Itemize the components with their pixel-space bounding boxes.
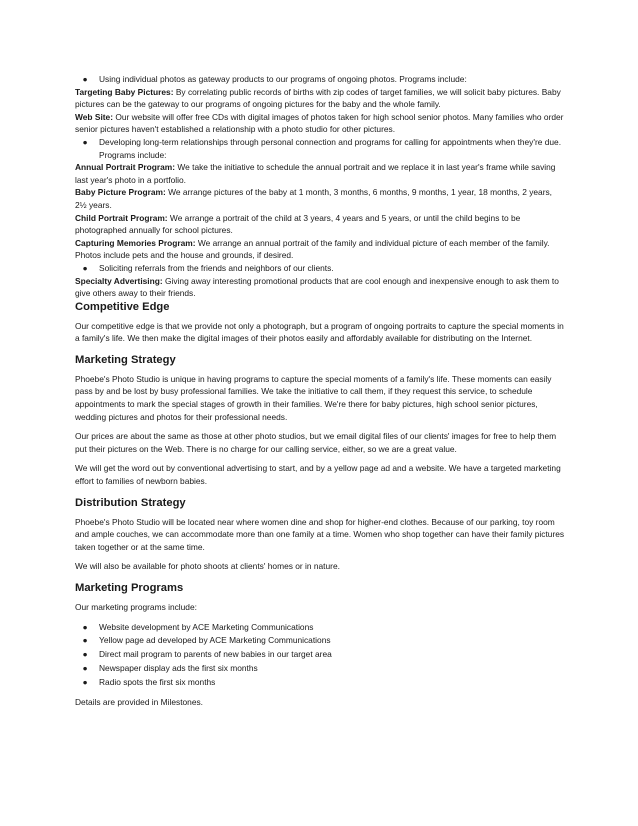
heading-marketing-strategy: Marketing Strategy: [75, 353, 176, 366]
paragraph-marketing-strategy-2: Our prices are about the same as those at other photo studios, but we email digital files of our clients' images for free to help them put their pictures on the Web. There is no charge for our calling service, either, so we are a great value.: [75, 431, 557, 454]
label-baby-picture: Baby Picture Program:: [75, 187, 166, 198]
paragraph-distribution-1: Phoebe's Photo Studio will be located near where women dine and shop for higher-end clothes. Because of our parking, toy room and ample couches, we can accommodate more than one family at a time. Women who shop together can have their family pictures taken together or at the same time.: [75, 516, 565, 552]
paragraph-targeting-baby: [75, 86, 565, 111]
bullet-icon: ●: [82, 262, 88, 273]
text-specialty-advertising: Giving away interesting promotional products that are cool enough and inexpensive enough to ask them to give others away to their friends.: [75, 275, 559, 299]
bullet-icon: ●: [82, 621, 88, 632]
list-item: [75, 676, 565, 690]
bullet-text: Using individual photos as gateway products to our programs of ongoing photos. Programs include:: [99, 74, 467, 84]
label-child-portrait: Child Portrait Program:: [75, 212, 168, 223]
label-annual-portrait: Annual Portrait Program:: [75, 162, 176, 173]
bullet-icon: ●: [82, 74, 88, 84]
bullet-text: Developing long-term relationships through personal connection and programs for calling for appointments when they're due. Programs include:: [99, 136, 562, 160]
bullet-item: [75, 262, 565, 275]
bullet-icon: ●: [82, 676, 88, 687]
paragraph-programs-footer: Details are provided in Milestones.: [75, 696, 204, 707]
text-capturing-memories: We arrange an annual portrait of the family and individual picture of each member of the family. Photos include pets and the house and grounds, if desired.: [75, 237, 550, 261]
paragraph-programs-intro: Our marketing programs include:: [75, 602, 197, 612]
list-item: [75, 634, 565, 648]
list-item-text: Website development by ACE Marketing Communications: [99, 621, 314, 632]
document-page: [75, 73, 565, 715]
list-item-text: Radio spots the first six months: [99, 676, 216, 687]
bullet-icon: ●: [82, 136, 88, 147]
text-targeting-baby: By correlating public records of births with zip codes of target families, we will solicit baby pictures. Baby pictures can be the gateway to our programs of ongoing pictures for the baby and the whole family.: [75, 86, 561, 110]
list-item: [75, 662, 565, 676]
paragraph-baby-picture: [75, 186, 565, 211]
bullet-icon: ●: [82, 649, 88, 660]
label-specialty-advertising: Specialty Advertising:: [75, 275, 163, 286]
text-baby-picture: We arrange pictures of the baby at 1 month, 3 months, 6 months, 9 months, 1 year, 18 months, 2 years, 2½ years.: [75, 187, 552, 210]
paragraph-web-site: [75, 111, 565, 136]
heading-marketing-programs: Marketing Programs: [75, 582, 184, 594]
paragraph-competitive-edge: Our competitive edge is that we provide not only a photograph, but a program of ongoing portraits to capture the special moments in a family's life. We then make the digital images of their photos easily and affordably available for distributing on the Internet.: [75, 320, 564, 344]
paragraph-marketing-strategy-3: We will get the word out by conventional advertising to start, and by a yellow page ad and a website. We have a targeted marketing effort to families of newborn babies.: [75, 463, 561, 487]
paragraph-distribution-2: We will also be available for photo shoots at clients' homes or in nature.: [75, 561, 340, 572]
paragraph-marketing-strategy-1: Phoebe's Photo Studio is unique in having programs to capture the special moments of a family's life. These moments can easily pass by and be lost by busy professional families. We take the initiative to call them, if they request this service, to schedule appointments to mark the special stages of growth in their families. We're there for baby pictures, high school senior pictures, wedding pictures and photos for their professional needs.: [75, 373, 552, 422]
paragraph-annual-portrait: [75, 161, 565, 186]
paragraph-child-portrait: [75, 212, 565, 237]
heading-competitive-edge: Competitive Edge: [75, 300, 170, 313]
marketing-programs-list: [75, 621, 565, 690]
paragraph-specialty-advertising: [75, 275, 565, 300]
paragraph-capturing-memories: [75, 237, 565, 262]
heading-distribution-strategy: Distribution Strategy: [75, 496, 186, 509]
bullet-item: [75, 136, 565, 161]
list-item: [75, 648, 565, 662]
list-item-text: Direct mail program to parents of new babies in our target area: [99, 649, 332, 660]
label-targeting-baby: Targeting Baby Pictures:: [75, 86, 174, 97]
label-web-site: Web Site:: [75, 111, 114, 122]
text-child-portrait: We arrange a portrait of the child at 3 years, 4 years and 5 years, or until the child begins to be photographed annually for school pictures.: [75, 212, 521, 236]
list-item: [75, 621, 565, 635]
bullet-icon: ●: [82, 635, 88, 646]
list-item-text: Yellow page ad developed by ACE Marketing Communications: [99, 635, 331, 646]
list-item-text: Newspaper display ads the first six months: [99, 662, 258, 673]
bullet-text: Soliciting referrals from the friends and neighbors of our clients.: [99, 262, 334, 273]
label-capturing-memories: Capturing Memories Program:: [75, 237, 196, 248]
text-web-site: Our website will offer free CDs with digital images of photos taken for high school senior photos. Many families who order senior pictures haven't established a relationship with a photo studio for other pictures.: [75, 111, 564, 135]
bullet-icon: ●: [82, 662, 88, 673]
bullet-item: [75, 73, 565, 86]
text-annual-portrait: We take the initiative to schedule the annual portrait and we replace it in last year's frame while saving last year's photo in a portfolio.: [75, 162, 556, 185]
